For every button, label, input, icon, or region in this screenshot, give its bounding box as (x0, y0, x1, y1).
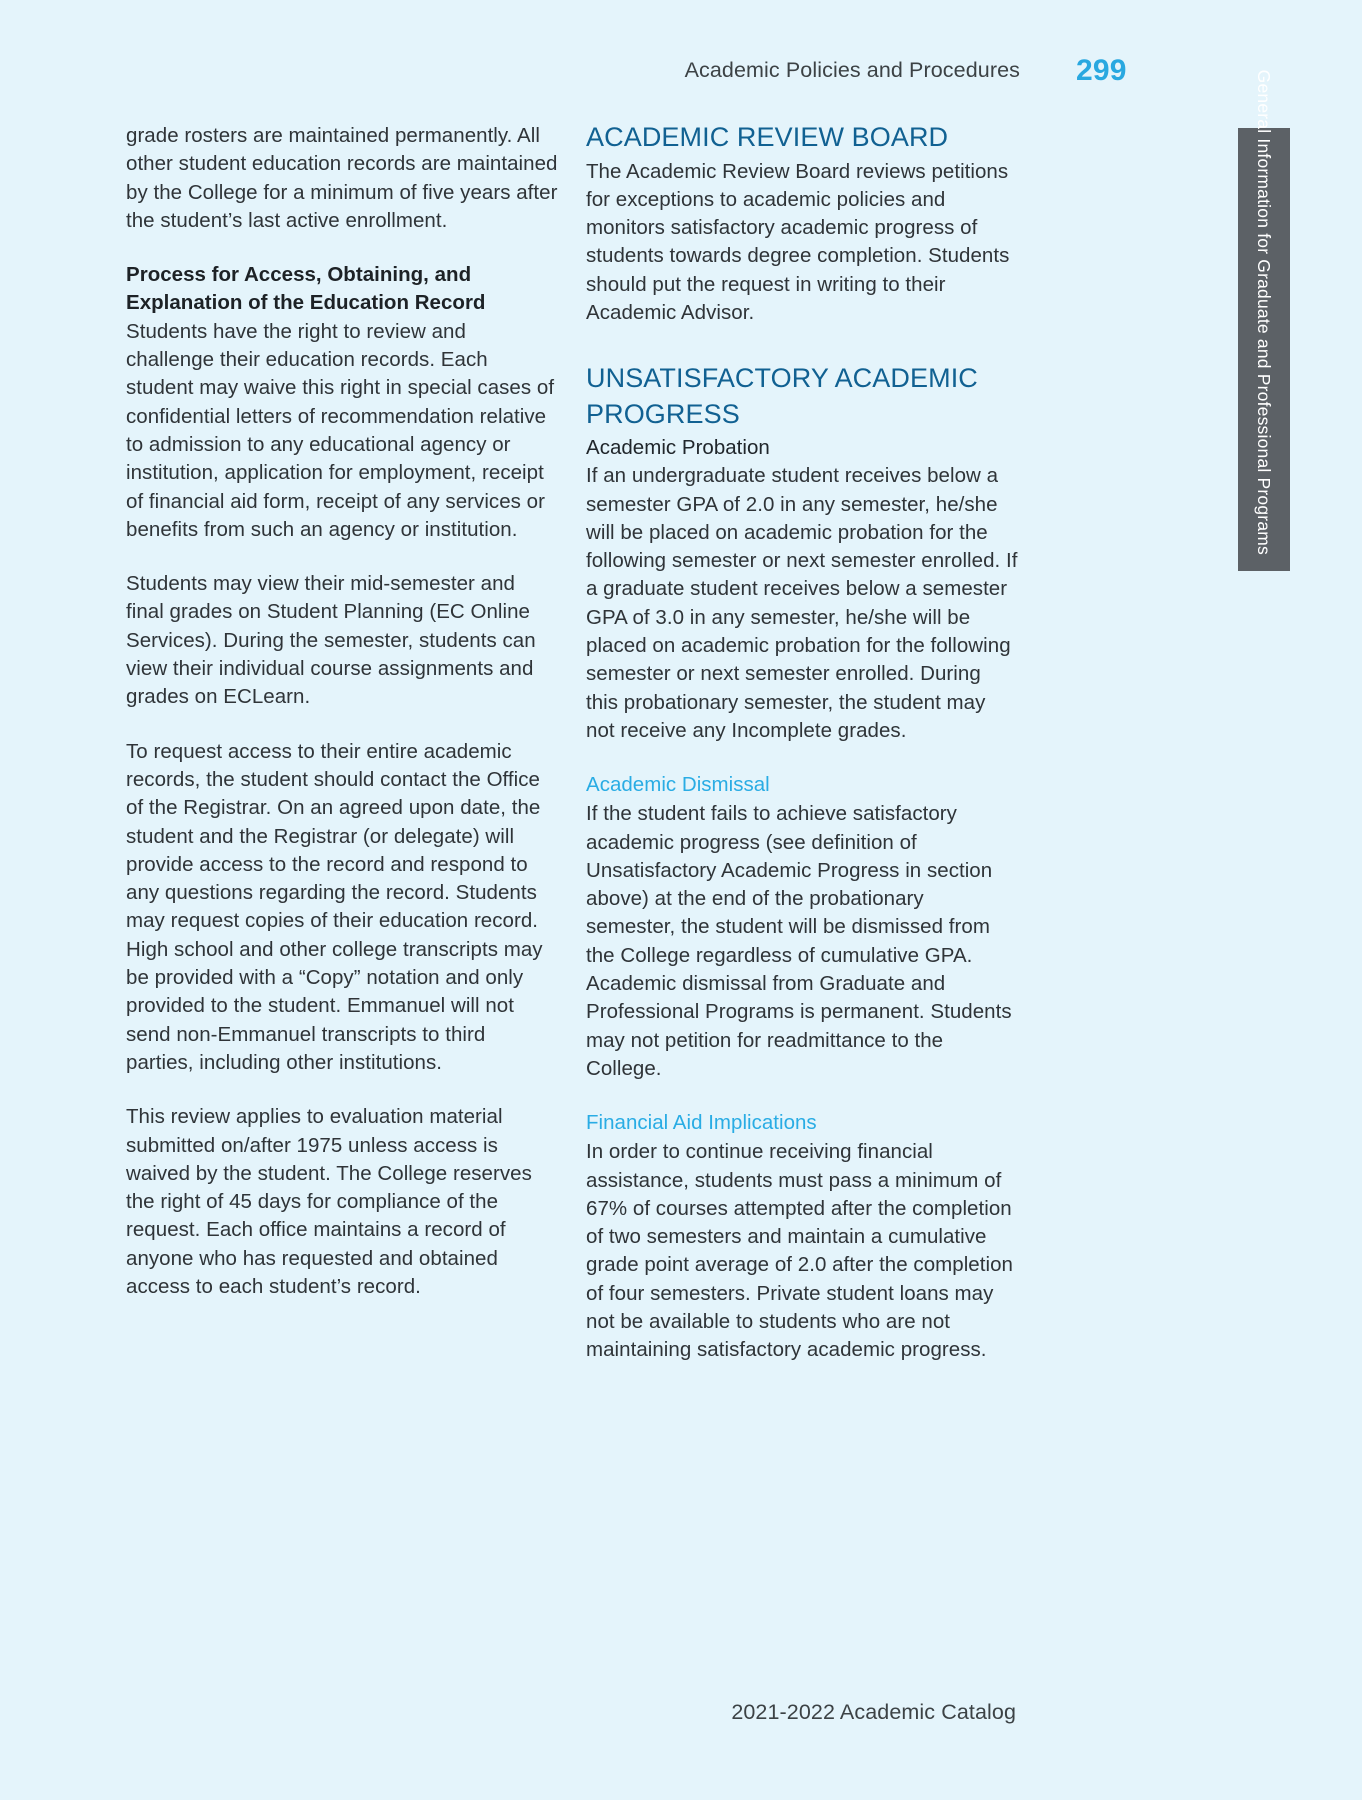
paragraph: To request access to their entire academic records, the student should contact the Office of the Registrar. On an agreed upon date, the student and the Registrar (or delegate) will provide access to the record and respond to any questions regarding the record. Students may request copies of their education record. High school and other college transcripts may be provided with a “Copy” notation and only provided to the student. Emmanuel will not send non-Emmanuel transcripts to third parties, including other institutions. (126, 739, 543, 1074)
paragraph: Students may view their mid-semester and final grades on Student Planning (EC Online Services). During the semester, students can view their individual course assignments and grades on ECLearn. (126, 572, 536, 709)
left-column (126, 122, 558, 1301)
subheading-process-for-access-line2: Explanation of the Education Record (126, 291, 486, 315)
section-thumb-tab-label: General Information for Graduate and Professional Programs (1254, 69, 1275, 555)
right-column (586, 122, 1018, 1365)
page-number: 299 (1076, 54, 1127, 87)
heading-unsatisfactory-academic-progress-line1: UNSATISFACTORY ACADEMIC (586, 363, 978, 394)
heading-unsatisfactory-academic-progress-line2: PROGRESS (586, 398, 740, 429)
paragraph: grade rosters are maintained permanently. All other student education records are maintained by the College for a minimum of five years after the student’s last active enrollment. (126, 124, 558, 232)
paragraph: The Academic Review Board reviews petitions for exceptions to academic policies and monitors satisfactory academic progress of students towards degree completion. Students should put the request in writing to their Academic Advisor. (586, 159, 1010, 324)
subheading-academic-dismissal: Academic Dismissal (586, 773, 770, 797)
page-footer: 2021-2022 Academic Catalog (731, 1700, 1016, 1724)
paragraph: If an undergraduate student receives below a semester GPA of 2.0 in any semester, he/she will be placed on academic probation for the following semester or next semester enrolled. If a graduate student receives below a semester GPA of 3.0 in any semester, he/she will be placed on academic probation for the following semester or next semester enrolled. During this probationary semester, the student may not receive any Incomplete grades. (586, 464, 1018, 742)
heading-academic-review-board: ACADEMIC REVIEW BOARD (586, 122, 949, 152)
paragraph: If the student fails to achieve satisfactory academic progress (see definition of Unsatisfactory Academic Progress in section above) at the end of the probationary semester, the student will be dismissed from the College regardless of cumulative GPA. Academic dismissal from Graduate and Professional Programs is permanent. Students may not petition for readmittance to the College. (586, 802, 1012, 1080)
subheading-financial-aid-implications: Financial Aid Implications (586, 1111, 817, 1135)
running-header (0, 54, 1362, 98)
subheading-academic-probation: Academic Probation (586, 436, 770, 460)
paragraph: Students have the right to review and challenge their education records. Each student may waive this right in special cases of confidential letters of recommendation relative to admission to any educational agency or institution, application for employment, receipt of financial aid form, receipt of any services or benefits from such an agency or institution. (126, 319, 555, 541)
subheading-process-for-access-line1: Process for Access, Obtaining, and (126, 263, 472, 287)
paragraph: In order to continue receiving financial assistance, students must pass a minimum of 67% of courses attempted after the completion of two semesters and maintain a cumulative grade point average of 2.0 after the completion of four semesters. Private student loans may not be available to students who are not maintaining satisfactory academic progress. (586, 1140, 1013, 1362)
section-thumb-tab (1238, 69, 1290, 571)
page-title: Academic Policies and Procedures (684, 58, 1020, 82)
paragraph: This review applies to evaluation material submitted on/after 1975 unless access is waived by the student. The College reserves the right of 45 days for compliance of the request. Each office maintains a record of anyone who has requested and obtained access to each student’s record. (126, 1105, 532, 1298)
